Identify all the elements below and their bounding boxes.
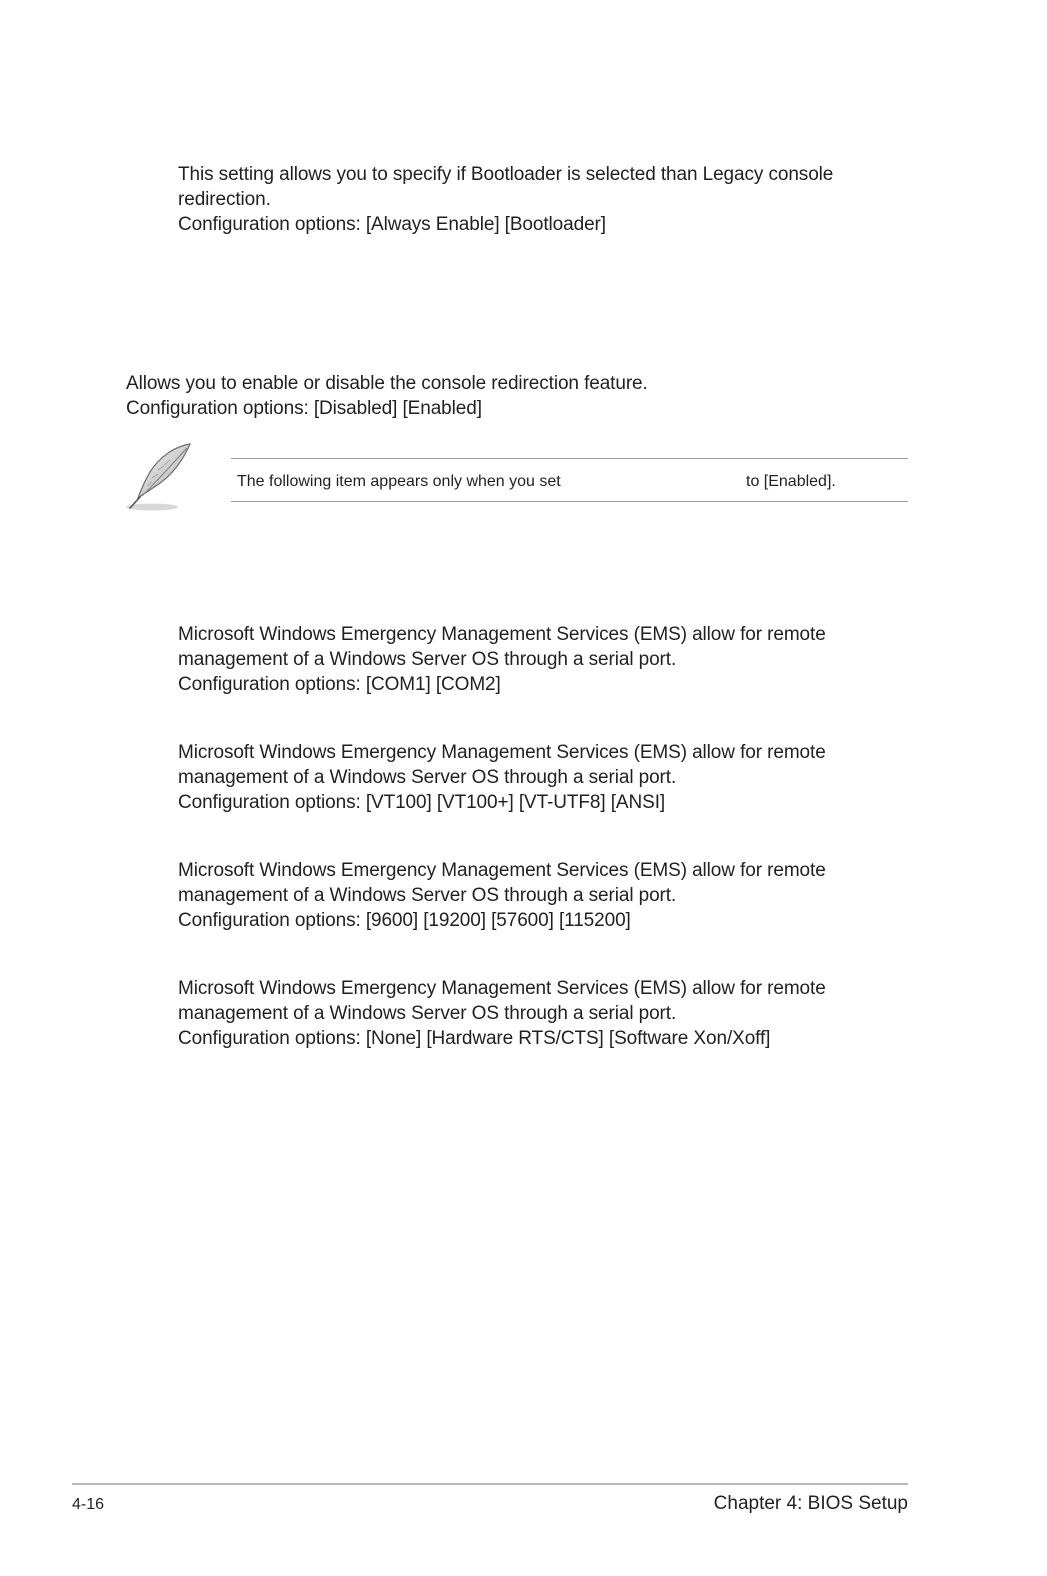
bootloader-desc-line-2: redirection.	[178, 189, 271, 210]
feather-quill-icon	[124, 440, 198, 514]
flow-control-description	[178, 976, 826, 1051]
terminal-type-desc-line-2: management of a Windows Server OS through a serial port.	[178, 767, 677, 788]
bootloader-description	[178, 162, 833, 237]
bps-desc-line-1: Microsoft Windows Emergency Management Services (EMS) allow for remote	[178, 860, 826, 881]
flow-control-desc-line-2: management of a Windows Server OS through a serial port.	[178, 1003, 677, 1024]
oob-port-config-options: Configuration options: [COM1] [COM2]	[178, 674, 501, 695]
bps-config-options: Configuration options: [9600] [19200] [57600] [115200]	[178, 910, 631, 931]
note-text-before: The following item appears only when you set	[237, 473, 561, 490]
note-rule-top	[231, 458, 908, 459]
out-of-band-port-description	[178, 622, 826, 697]
terminal-type-description	[178, 740, 826, 815]
oob-port-desc-line-2: management of a Windows Server OS through a serial port.	[178, 649, 677, 670]
page-number: 4-16	[72, 1496, 105, 1513]
bps-desc-line-2: management of a Windows Server OS through a serial port.	[178, 885, 677, 906]
bootloader-config-options: Configuration options: [Always Enable] [Bootloader]	[178, 214, 606, 235]
terminal-type-desc-line-1: Microsoft Windows Emergency Management Services (EMS) allow for remote	[178, 742, 826, 763]
bits-per-second-description	[178, 858, 826, 933]
console-redirection-config-options: Configuration options: [Disabled] [Enabled]	[126, 398, 482, 419]
console-redirection-desc-line: Allows you to enable or disable the console redirection feature.	[126, 373, 648, 394]
terminal-type-config-options: Configuration options: [VT100] [VT100+] [VT-UTF8] [ANSI]	[178, 792, 666, 813]
note-rule-bottom	[231, 501, 908, 502]
oob-port-desc-line-1: Microsoft Windows Emergency Management Services (EMS) allow for remote	[178, 624, 826, 645]
console-redirection-description	[126, 371, 648, 421]
note-text-after: to [Enabled].	[746, 473, 836, 490]
flow-control-desc-line-1: Microsoft Windows Emergency Management Services (EMS) allow for remote	[178, 978, 826, 999]
footer-rule	[72, 1483, 908, 1485]
flow-control-config-options: Configuration options: [None] [Hardware RTS/CTS] [Software Xon/Xoff]	[178, 1028, 771, 1049]
bootloader-desc-line-1: This setting allows you to specify if Bootloader is selected than Legacy console	[178, 164, 834, 185]
chapter-label: Chapter 4: BIOS Setup	[713, 1493, 908, 1514]
